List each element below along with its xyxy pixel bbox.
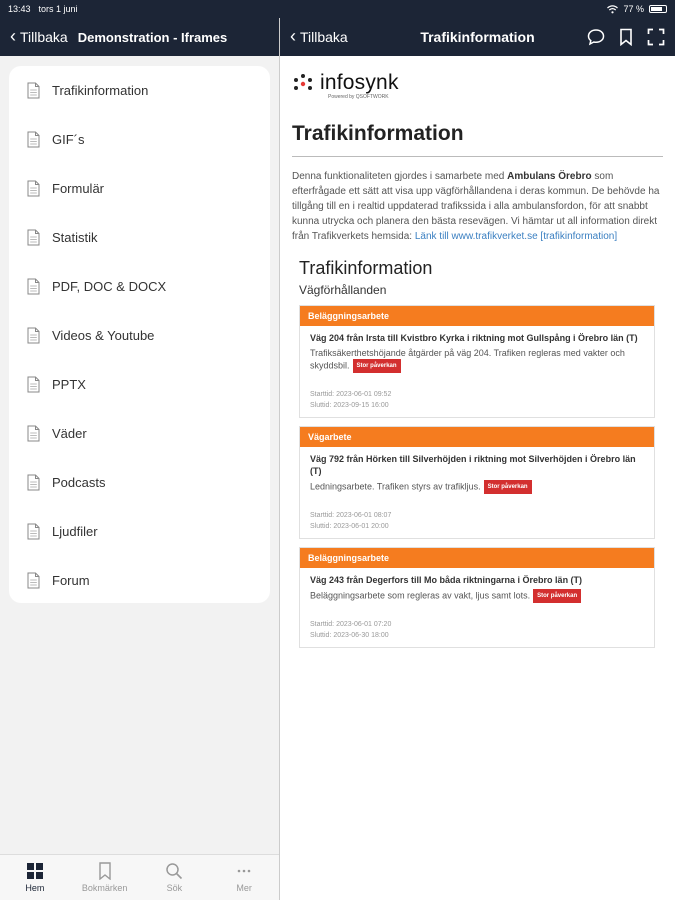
logo-sub: Powered by QSOFTWORK — [328, 94, 389, 100]
menu-item-label: Trafikinformation — [52, 83, 149, 98]
traffic-event — [299, 426, 655, 539]
menu-item-label: PDF, DOC & DOCX — [52, 279, 167, 294]
event-description — [310, 589, 644, 603]
battery-percent: 77 % — [623, 4, 644, 14]
menu-item[interactable] — [9, 409, 270, 458]
tab-bokmarken[interactable] — [70, 855, 140, 900]
menu-item[interactable] — [9, 66, 270, 115]
event-desc-text: Trafiksäkerthetshöjande åtgärder på väg 204. Trafiken regleras med vakter och skyddsbil. — [310, 348, 625, 371]
event-desc-text: Ledningsarbete. Trafiken styrs av trafikljus. — [310, 481, 481, 492]
event-body — [300, 326, 654, 417]
event-type: Vägarbete — [300, 427, 654, 447]
menu-item-label: PPTX — [52, 377, 86, 392]
event-times — [310, 510, 644, 532]
menu-item-label: Ljudfiler — [52, 524, 98, 539]
battery-icon — [649, 5, 667, 13]
event-times — [310, 619, 644, 641]
event-list — [299, 305, 655, 648]
menu-item-label: Forum — [52, 573, 90, 588]
tab-mer[interactable] — [209, 855, 279, 900]
comment-icon[interactable] — [587, 28, 605, 46]
right-back-button[interactable] — [290, 26, 348, 46]
intro-part1: Denna funktionaliteten gjordes i samarbete med — [292, 171, 508, 182]
event-end: Sluttid: 2023-06-01 20:00 — [310, 523, 389, 530]
menu-item[interactable] — [9, 115, 270, 164]
infosynk-logo-icon — [292, 72, 314, 94]
document-icon — [27, 327, 40, 344]
document-icon — [27, 523, 40, 540]
event-type: Beläggningsarbete — [300, 306, 654, 326]
menu-list — [9, 66, 270, 603]
document-icon — [27, 474, 40, 491]
document-icon — [27, 131, 40, 148]
widget-subtitle: Vägförhållanden — [299, 283, 387, 297]
bookmark-icon — [96, 862, 114, 880]
left-title: Demonstration - Iframes — [77, 29, 228, 45]
menu-item[interactable] — [9, 164, 270, 213]
tab-sok-label: Sök — [166, 883, 183, 893]
right-back-label: Tillbaka — [300, 29, 348, 45]
right-nav-bar — [280, 18, 675, 56]
event-type: Beläggningsarbete — [300, 548, 654, 568]
event-end: Sluttid: 2023-09-15 16:00 — [310, 402, 389, 409]
left-nav-bar — [0, 18, 279, 56]
tab-mer-label: Mer — [236, 883, 252, 893]
menu-item-label: Formulär — [52, 181, 105, 196]
event-title: Väg 204 från Irsta till Kvistbro Kyrka i riktning mot Gullspång i Örebro län (T) — [310, 333, 638, 343]
menu-item[interactable] — [9, 311, 270, 360]
more-icon — [235, 862, 253, 880]
page-title: Trafikinformation — [292, 122, 663, 157]
intro-bold: Ambulans Örebro — [507, 171, 592, 182]
event-title: Väg 792 från Hörken till Silverhöjden i riktning mot Silverhöjden i Örebro län (T) — [310, 454, 636, 476]
event-start: Starttid: 2023-06-01 07:20 — [310, 621, 392, 628]
event-description — [310, 347, 644, 373]
traffic-widget — [299, 258, 655, 648]
impact-badge: Stor påverkan — [484, 480, 532, 494]
intro-part2: som efterfrågade ett sätt att visa upp vägförhållandena i deras kommun. De behövde ha tillgång till en i realtid uppdaterad trafikssida i alla ambulansfordon, för att snabbt kunna utrycka och planera den bästa resevägen. Vi hämtar ut all information direkt från Trafikverkets hemsida: — [292, 171, 660, 242]
event-title: Väg 243 från Degerfors till Mo båda riktningarna i Örebro län (T) — [310, 575, 583, 585]
event-end: Sluttid: 2023-06-30 18:00 — [310, 632, 389, 639]
search-icon — [165, 862, 183, 880]
left-panel — [0, 0, 279, 900]
status-time: 13:43 — [8, 4, 31, 14]
left-back-label: Tillbaka — [20, 29, 68, 45]
logo-text: infosynk — [320, 71, 399, 94]
menu-item-label: Väder — [52, 426, 87, 441]
tab-sok[interactable] — [140, 855, 210, 900]
menu-item-label: GIF´s — [52, 132, 85, 147]
tab-hem-label: Hem — [25, 883, 45, 893]
traffic-event — [299, 305, 655, 418]
menu-item[interactable] — [9, 262, 270, 311]
chevron-left-icon: ‹ — [10, 26, 16, 46]
traffic-event — [299, 547, 655, 648]
event-start: Starttid: 2023-06-01 08:07 — [310, 512, 392, 519]
tab-bar — [0, 854, 279, 900]
tab-hem[interactable] — [0, 855, 70, 900]
event-description — [310, 480, 644, 494]
menu-item-label: Podcasts — [52, 475, 106, 490]
event-body — [300, 447, 654, 538]
menu-item[interactable] — [9, 458, 270, 507]
document-icon — [27, 180, 40, 197]
menu-item-label: Statistik — [52, 230, 98, 245]
status-bar — [0, 0, 675, 18]
menu-item-label: Videos & Youtube — [52, 328, 155, 343]
tab-bokmarken-label: Bokmärken — [81, 883, 128, 893]
wifi-icon — [607, 5, 618, 14]
bookmark-icon[interactable] — [617, 28, 635, 46]
impact-badge: Stor påverkan — [533, 589, 581, 603]
event-start: Starttid: 2023-06-01 09:52 — [310, 391, 392, 398]
menu-item[interactable] — [9, 213, 270, 262]
header-actions — [587, 28, 665, 46]
document-icon — [27, 572, 40, 589]
impact-badge: Stor påverkan — [353, 359, 401, 373]
widget-title: Trafikinformation — [299, 258, 433, 278]
status-date: tors 1 juni — [38, 4, 78, 14]
menu-item[interactable] — [9, 556, 270, 605]
intro-text — [292, 169, 663, 244]
iframe-content[interactable] — [280, 56, 675, 686]
trafikverket-link[interactable]: Länk till www.trafikverket.se [trafikinformation] — [414, 231, 618, 242]
event-body — [300, 568, 654, 647]
document-icon — [27, 82, 40, 99]
left-back-button[interactable] — [10, 26, 68, 46]
document-icon — [27, 229, 40, 246]
menu-item[interactable] — [9, 507, 270, 556]
document-icon — [27, 425, 40, 442]
event-desc-text: Beläggningsarbete som regleras av vakt, ljus samt lots. — [310, 590, 531, 601]
chevron-left-icon: ‹ — [290, 26, 296, 46]
document-icon — [27, 376, 40, 393]
event-times — [310, 389, 644, 411]
right-title: Trafikinformation — [420, 29, 535, 45]
right-panel — [280, 0, 675, 900]
grid-icon — [26, 862, 44, 880]
fullscreen-icon[interactable] — [647, 28, 665, 46]
document-icon — [27, 278, 40, 295]
menu-item[interactable] — [9, 360, 270, 409]
